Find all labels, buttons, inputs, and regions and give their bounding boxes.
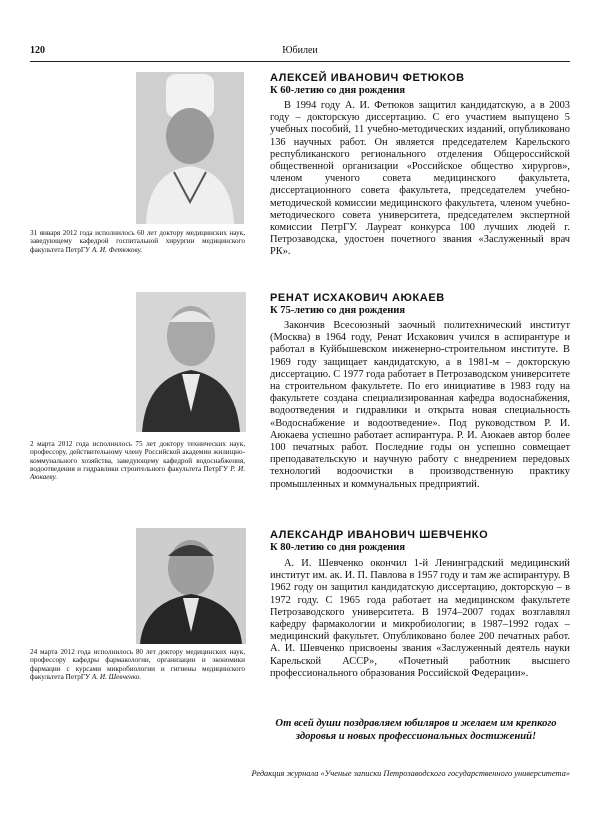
honoree-name: АЛЕКСАНДР ИВАНОВИЧ ШЕВЧЕНКО (270, 529, 489, 541)
caption-honoree: Р. И. Аюкаеву. (30, 464, 245, 482)
anniversary-subtitle: К 80-летию со дня рождения (270, 542, 406, 553)
caption-text: 24 марта 2012 года исполнилось 80 лет доктору медицинских наук, профессору кафедры фармакологии, организации и экономики фармации с курсами микробиологии и гигиены медицинского факультета ПетрГУ (30, 648, 245, 681)
biography: В 1994 году А. И. Фетюков защитил кандидатскую, а в 2003 году – докторскую диссертацию. С его участием выпущено 5 учебных пособий, 11 учебно-методических изданий, опубликовано 136 научных работ. Он является председателем Карельского республиканского регионального отделения Общероссийской общественной организации «Российское общество хирургов», членом ученого совета медицинского факультета, диссертационного совета факультета, председателем учебно-методической комиссии медицинского факультета, членом учебно-методического совета университета, председателем экспертной комиссии ПетрГУ. Лауреат конкурса 100 лучших людей г. Петрозаводска, удостоен почетного звания «Заслуженный врач РК». (270, 100, 570, 258)
caption-text: 2 марта 2012 года исполнилось 75 лет доктору технических наук, профессору, действительному члену Российской академии жилищно-коммунального хозяйства, заведующему кафедрой водоснабжения, водоотведения и гидравлики строительного факультета ПетрГУ (30, 440, 245, 473)
honoree-name: РЕНАТ ИСХАКОВИЧ АЮКАЕВ (270, 292, 445, 304)
caption-shevchenko (30, 648, 245, 681)
anniversary-subtitle: К 75-летию со дня рождения (270, 305, 406, 316)
honoree-name: АЛЕКСЕЙ ИВАНОВИЧ ФЕТЮКОВ (270, 72, 465, 84)
editorial-signature: Редакция журнала «Ученые записки Петрозаводского государственного университета» (251, 769, 570, 778)
caption-text: 31 января 2012 года исполнилось 60 лет доктору медицинских наук, заведующему кафедрой госпитальной хирургии медицинского факультета ПетрГУ (30, 229, 245, 254)
section-title: Юбилеи (282, 45, 318, 56)
biography: Закончив Всесоюзный заочный политехнический институт (Москва) в 1964 году, Ренат Исхакович учился в аспирантуре и работал в Куйбышевском инженерно-строительном институте. В 1969 году защищает кандидатскую, а в 1981-м – докторскую диссертацию. С 1977 года работает в Петрозаводском университете на строительном факультете. По его инициативе в 1983 году на факультете создана специализированная кафедра водоснабжения, водоотведения и гидравлики и открыта новая специальность «Водоснабжение и водоотведение». Под руководством Р. И. Аюкаева успешно работает аспирантура. Р. И. Аюкаев автор более 100 печатных работ. Последние годы он успешно совмещает преподавательскую и научную работу с внедрением передовых технологий водоочистки в производственную практику промышленных и коммунальных предприятий. (270, 320, 570, 490)
caption-honoree: А. И. Фетюкову. (91, 245, 143, 254)
closing-greeting: От всей души поздравляем юбиляров и желаем им крепкого здоровья и новых профессиональных достижений! (275, 718, 557, 742)
caption-fetyukov (30, 229, 245, 254)
caption-ayukaev (30, 440, 245, 481)
biography: А. И. Шевченко окончил 1-й Ленинградский медицинский институт им. ак. И. П. Павлова в 1957 году и там же аспирантуру. В 1962 году он защитил кандидатскую диссертацию, докторскую – в 1972 году. С 1965 года работает на медицинском факультете Петрозаводского университета. В 1974–2007 годах возглавлял кафедру фармакологии и микробиологии; в 1987–1992 годах – медицинский факультет. Опубликовано более 200 печатных работ. А. И. Шевченко присвоены звания «Заслуженный деятель науки Карельской АССР», «Почетный работник высшего профессионального образования Российской Федерации». (270, 558, 570, 679)
photo-ayukaev (136, 292, 246, 432)
photo-fetyukov (136, 72, 244, 224)
anniversary-subtitle: К 60-летию со дня рождения (270, 85, 406, 96)
header-rule (30, 61, 570, 62)
page-number: 120 (30, 45, 45, 56)
running-header (30, 44, 570, 60)
photo-shevchenko (136, 528, 246, 644)
caption-honoree: А. И. Шевченко. (91, 672, 142, 681)
